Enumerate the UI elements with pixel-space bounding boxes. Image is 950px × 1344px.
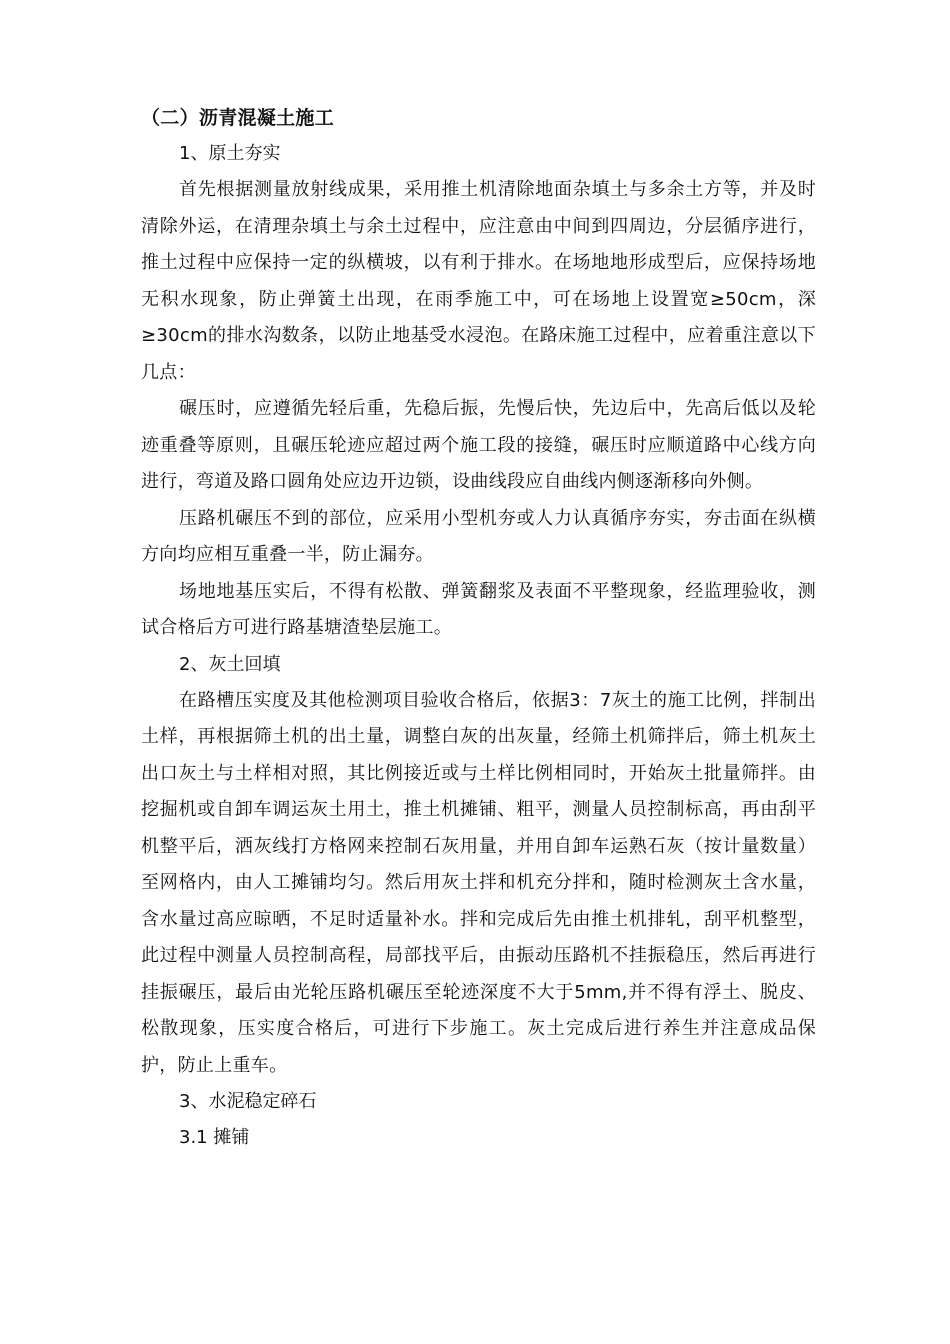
paragraph: 场地地基压实后，不得有松散、弹簧翻浆及表面不平整现象，经监理验收，测试合格后方可进行路基塘渣垫层施工。: [141, 580, 816, 638]
paragraph: 首先根据测量放射线成果，采用推土机清除地面杂填土与多余土方等，并及时清除外运，在清理杂填土与余土过程中，应注意由中间到四周边，分层循序进行，推土过程中应保持一定的纵横坡，以有利于排水。在场地地形成型后，应保持场地无积水现象，防止弹簧土出现，在雨季施工中，可在场地上设置宽≥50cm，深≥30cm的排水沟数条，以防止地基受水浸泡。在路床施工过程中，应着重注意以下几点：: [141, 179, 816, 383]
subsection-heading-3-1: 3.1 摊铺: [179, 1127, 250, 1148]
paragraph: 碾压时，应遵循先轻后重，先稳后振，先慢后快，先边后中，先高后低以及轮迹重叠等原则，且碾压轮迹应超过两个施工段的接缝，碾压时应顺道路中心线方向进行，弯道及路口圆角处应边开边锁，设曲线段应自曲线内侧逐渐移向外侧。: [141, 398, 816, 492]
subsection-heading-2: 2、灰土回填: [179, 653, 281, 675]
subsection-heading-1: 1、原土夯实: [179, 143, 281, 164]
subsection-heading-3: 3、水泥稳定碎石: [179, 1091, 317, 1112]
paragraph: 压路机碾压不到的部位，应采用小型机夯或人力认真循序夯实，夯击面在纵横方向均应相互重叠一半，防止漏夯。: [141, 507, 816, 565]
section-title: （二）沥青混凝土施工: [141, 107, 335, 129]
paragraph: 在路槽压实度及其他检测项目验收合格后，依据3：7灰土的施工比例，拌制出土样，再根据筛土机的出土量，调整白灰的出灰量，经筛土机筛拌后，筛土机灰土出口灰土与土样相对照，其比例接近或与土样比例相同时，开始灰土批量筛拌。由挖掘机或自卸车调运灰土用土，推土机摊铺、粗平，测量人员控制标高，再由刮平机整平后，洒灰线打方格网来控制石灰用量，并用自卸车运熟石灰（按计量数量）至网格内，由人工摊铺均匀。然后用灰土拌和机充分拌和，随时检测灰土含水量，含水量过高应晾晒，不足时适量补水。拌和完成后先由推土机排轧，刮平机整型，此过程中测量人员控制高程，局部找平后，由振动压路机不挂振稳压，然后再进行挂振碾压，最后由光轮压路机碾压至轮迹深度不大于5mm,并不得有浮土、脱皮、松散现象，压实度合格后，可进行下步施工。灰土完成后进行养生并注意成品保护，防止上重车。: [141, 689, 816, 1076]
document-body: [141, 100, 816, 1156]
